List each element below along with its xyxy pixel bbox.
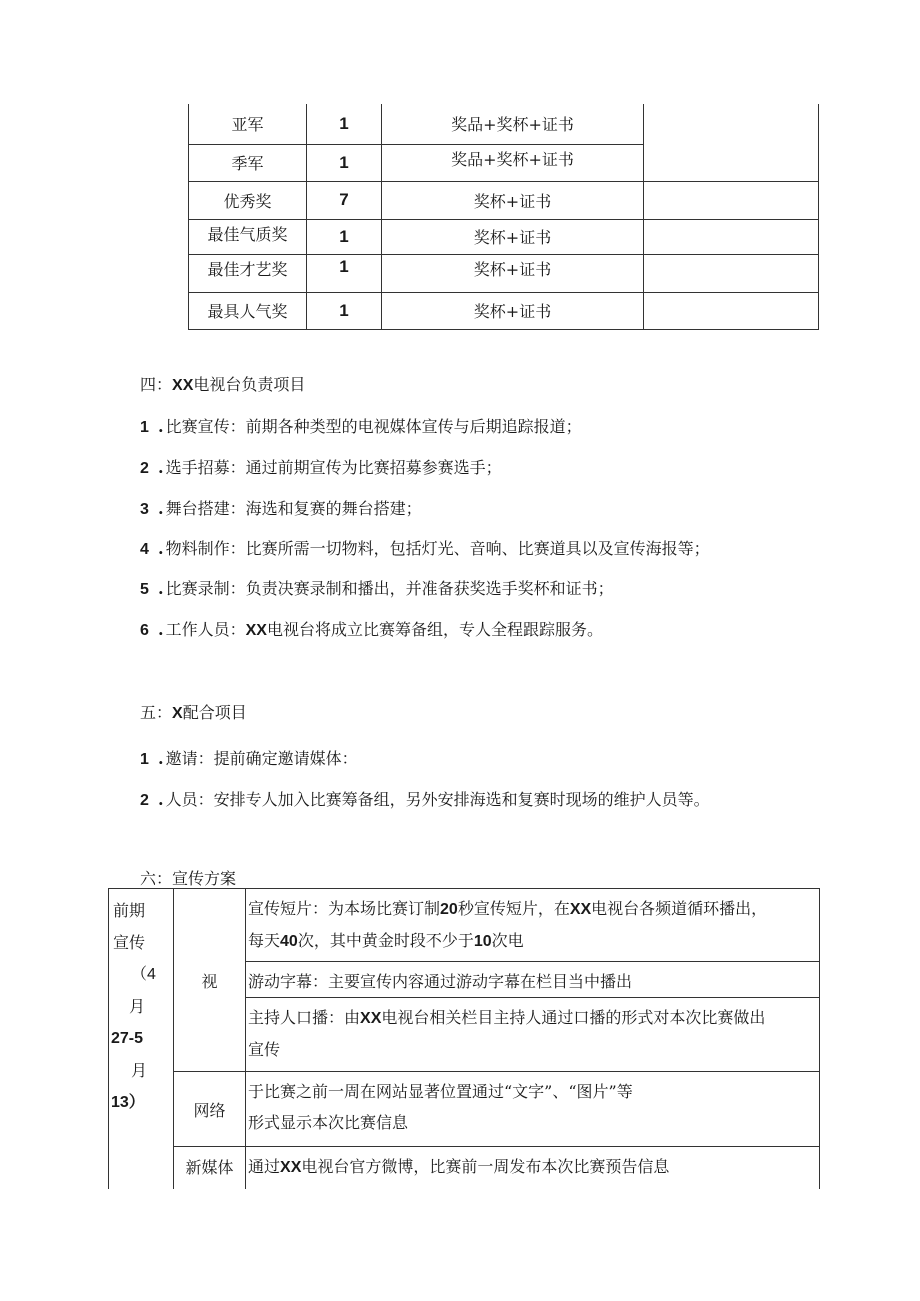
promo-tv-scroll-caption: 游动字幕：主要宣传内容通过游动字幕在栏目当中播出 — [246, 962, 820, 998]
section4-item-4: 4 . 物料制作：比赛所需一切物料，包括灯光、音响、比赛道具以及宣传海报等； — [140, 539, 710, 558]
award-note — [644, 254, 819, 292]
section5-title: 五：X配合项目 — [140, 703, 247, 722]
table-row — [189, 104, 819, 144]
table-row — [189, 181, 819, 219]
section4-title: 四：XX电视台负责项目 — [140, 375, 306, 394]
awards-table — [188, 104, 819, 330]
award-note — [644, 292, 819, 329]
section6-title: 六：宣传方案 — [140, 869, 237, 888]
section4-item-3: 3 . 舞台搭建：海选和复赛的舞台搭建； — [140, 499, 422, 518]
award-count: 1 — [307, 292, 382, 329]
award-prize: 奖杯+证书 — [382, 292, 644, 329]
table-row — [189, 292, 819, 329]
award-prize: 奖品+奖杯+证书 — [382, 144, 644, 181]
section4-item-1: 1 . 比赛宣传：前期各种类型的电视媒体宣传与后期追踪报道； — [140, 417, 582, 436]
award-name: 最具人气奖 — [189, 292, 307, 329]
section4-item-5: 5 . 比赛录制：负责决赛录制和播出，并准备获奖选手奖杯和证书； — [140, 579, 614, 598]
section5-item-2: 2 . 人员：安排专人加入比赛筹备组，另外安排海选和复赛时现场的维护人员等。 — [140, 790, 710, 809]
promo-newmedia: 通过XX电视台官方微博，比赛前一周发布本次比赛预告信息 — [246, 1147, 820, 1190]
award-note — [644, 181, 819, 219]
promo-category-newmedia: 新媒体 — [174, 1147, 246, 1190]
section4-item-2: 2 . 选手招募：通过前期宣传为比赛招募参赛选手； — [140, 458, 502, 477]
table-row — [109, 1147, 820, 1190]
promo-tv-short-film: 宣传短片：为本场比赛订制20秒宣传短片，在XX电视台各频道循环播出， 每天40次，其中黄金时段不少于10次电 — [246, 889, 820, 962]
award-name: 亚军 — [189, 104, 307, 144]
award-count: 1 — [307, 144, 382, 181]
award-count: 1 — [307, 219, 382, 254]
section5-item-1: 1 . 邀请：提前确定邀请媒体： — [140, 749, 358, 768]
table-row — [109, 889, 820, 962]
award-prize: 奖杯+证书 — [382, 219, 644, 254]
section4-item-6: 6 . 工作人员：XX电视台将成立比赛筹备组，专人全程跟踪服务。 — [140, 620, 603, 639]
award-note — [644, 219, 819, 254]
award-name: 优秀奖 — [189, 181, 307, 219]
award-count: 1 — [307, 254, 382, 292]
award-prize: 奖品+奖杯+证书 — [382, 104, 644, 144]
award-count: 7 — [307, 181, 382, 219]
award-prize: 奖杯+证书 — [382, 254, 644, 292]
promo-category-tv: 视 — [174, 889, 246, 1072]
promo-tv-host: 主持人口播：由XX电视台相关栏目主持人通过口播的形式对本次比赛做出 宣传 — [246, 998, 820, 1072]
award-prize: 奖杯+证书 — [382, 181, 644, 219]
award-name: 最佳才艺奖 — [189, 254, 307, 292]
award-name: 季军 — [189, 144, 307, 181]
promo-table — [108, 888, 820, 1189]
promo-web: 于比赛之前一周在网站显著位置通过“文字”、“图片”等 形式显示本次比赛信息 — [246, 1072, 820, 1147]
promo-period: 前期 宣传 （4 月 27-5 月 13） — [109, 889, 174, 1190]
table-row — [189, 254, 819, 292]
award-note — [644, 104, 819, 181]
award-name: 最佳气质奖 — [189, 219, 307, 254]
promo-category-web: 网络 — [174, 1072, 246, 1147]
table-row — [189, 219, 819, 254]
table-row — [109, 1072, 820, 1147]
award-count: 1 — [307, 104, 382, 144]
